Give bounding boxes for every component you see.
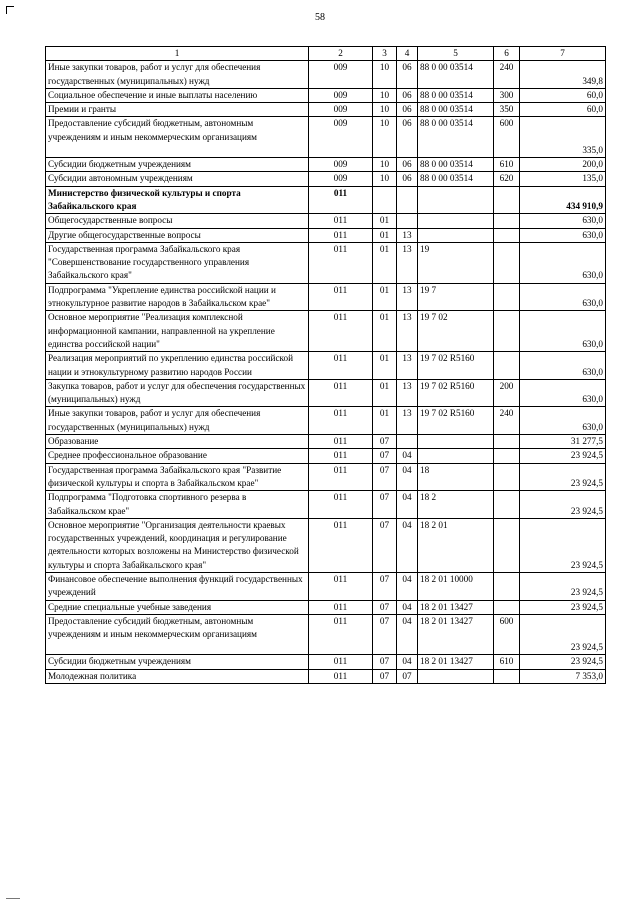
cell-name: Финансовое обеспечение выполнения функций государственных учреждений: [46, 572, 309, 600]
table-row: [46, 117, 606, 158]
cell-vr: [494, 463, 520, 491]
cell-rz: 07: [373, 655, 397, 669]
cell-sum: 630,0: [520, 379, 606, 407]
cell-sum: 23 924,5: [520, 572, 606, 600]
cell-csr: 88 0 00 03514: [418, 88, 494, 102]
cell-vr: 300: [494, 88, 520, 102]
cell-pr: 13: [397, 242, 418, 283]
cell-pr: 06: [397, 61, 418, 89]
cell-name: Субсидии автономным учреждениям: [46, 172, 309, 186]
cell-pr: 06: [397, 117, 418, 158]
cell-pr: 06: [397, 172, 418, 186]
cell-pr: [397, 435, 418, 449]
header-row: [46, 47, 606, 61]
table-body: [46, 61, 606, 684]
cell-vr: [494, 352, 520, 380]
cell-csr: 88 0 00 03514: [418, 61, 494, 89]
cell-sum: 630,0: [520, 228, 606, 242]
cell-vr: 240: [494, 407, 520, 435]
cell-pr: 13: [397, 352, 418, 380]
cell-rz: 07: [373, 572, 397, 600]
table-row: [46, 172, 606, 186]
cell-pr: 04: [397, 614, 418, 655]
table-row: [46, 61, 606, 89]
page-number: 58: [315, 12, 325, 23]
cell-gr: 011: [309, 572, 373, 600]
cell-rz: 10: [373, 117, 397, 158]
table-row: [46, 435, 606, 449]
table-row: [46, 669, 606, 683]
table-row: [46, 228, 606, 242]
cell-csr: 19 7 02: [418, 311, 494, 352]
cell-sum: 630,0: [520, 283, 606, 311]
cell-sum: 23 924,5: [520, 655, 606, 669]
cell-sum: 335,0: [520, 117, 606, 158]
cell-vr: 610: [494, 655, 520, 669]
cell-pr: 07: [397, 669, 418, 683]
cell-rz: 01: [373, 379, 397, 407]
table-row: [46, 214, 606, 228]
cell-name: Государственная программа Забайкальского края "Совершенствование государственного управления Забайкальского края": [46, 242, 309, 283]
cell-gr: 011: [309, 614, 373, 655]
cell-pr: 06: [397, 158, 418, 172]
cell-csr: [418, 435, 494, 449]
cell-name: Закупка товаров, работ и услуг для обеспечения государственных (муниципальных) нужд: [46, 379, 309, 407]
cell-gr: 011: [309, 655, 373, 669]
table-row: [46, 518, 606, 572]
cell-gr: 011: [309, 228, 373, 242]
cell-vr: [494, 311, 520, 352]
cell-name: Основное мероприятие "Организация деятельности краевых государственных учреждений, координация и регулирование деятельности которых возложены на Министерство физической культуры и спорта Забайкальского края": [46, 518, 309, 572]
table-row: [46, 283, 606, 311]
cell-pr: 04: [397, 600, 418, 614]
cell-rz: 07: [373, 669, 397, 683]
cell-rz: 01: [373, 214, 397, 228]
table-row: [46, 614, 606, 655]
cell-csr: 19 7 02 R5160: [418, 379, 494, 407]
cell-gr: 011: [309, 463, 373, 491]
cell-name: Предоставление субсидий бюджетным, автономным учреждениям и иным некоммерческим организациям: [46, 117, 309, 158]
cell-gr: 011: [309, 283, 373, 311]
cell-name: Общегосударственные вопросы: [46, 214, 309, 228]
cell-csr: [418, 669, 494, 683]
cell-sum: 200,0: [520, 158, 606, 172]
cell-gr: 009: [309, 158, 373, 172]
cell-gr: 009: [309, 103, 373, 117]
cell-sum: 31 277,5: [520, 435, 606, 449]
cell-vr: 200: [494, 379, 520, 407]
cell-gr: 011: [309, 449, 373, 463]
cell-vr: 620: [494, 172, 520, 186]
cell-vr: 350: [494, 103, 520, 117]
cell-csr: [418, 214, 494, 228]
cell-vr: [494, 600, 520, 614]
cell-csr: 88 0 00 03514: [418, 158, 494, 172]
cell-sum: 23 924,5: [520, 463, 606, 491]
cell-rz: 10: [373, 172, 397, 186]
cell-rz: 01: [373, 311, 397, 352]
cell-gr: 011: [309, 491, 373, 519]
cell-vr: [494, 435, 520, 449]
cell-gr: 009: [309, 172, 373, 186]
cell-pr: 13: [397, 228, 418, 242]
cell-sum: 630,0: [520, 352, 606, 380]
table-row: [46, 352, 606, 380]
cell-gr: 011: [309, 407, 373, 435]
cell-csr: 19 7 02 R5160: [418, 407, 494, 435]
table-row: [46, 103, 606, 117]
cell-vr: [494, 242, 520, 283]
cell-rz: 01: [373, 242, 397, 283]
cell-rz: 01: [373, 352, 397, 380]
table-row: [46, 463, 606, 491]
cell-name: Министерство физической культуры и спорта Забайкальского края: [46, 186, 309, 214]
cell-name: Предоставление субсидий бюджетным, автономным учреждениям и иным некоммерческим организациям: [46, 614, 309, 655]
cell-name: Реализация мероприятий по укреплению единства российской нации и этнокультурному развитию народов России: [46, 352, 309, 380]
cell-name: Государственная программа Забайкальского края "Развитие физической культуры и спорта в Забайкальском крае": [46, 463, 309, 491]
bottom-margin-mark: [6, 898, 20, 899]
cell-rz: 10: [373, 88, 397, 102]
cell-sum: 630,0: [520, 214, 606, 228]
cell-vr: [494, 669, 520, 683]
cell-csr: 19: [418, 242, 494, 283]
cell-sum: 23 924,5: [520, 600, 606, 614]
cell-rz: 07: [373, 518, 397, 572]
cell-sum: 434 910,9: [520, 186, 606, 214]
cell-gr: 011: [309, 435, 373, 449]
cell-vr: [494, 491, 520, 519]
cell-vr: [494, 186, 520, 214]
cell-pr: 04: [397, 655, 418, 669]
cell-name: Иные закупки товаров, работ и услуг для обеспечения государственных (муниципальных) нужд: [46, 61, 309, 89]
cell-pr: 04: [397, 518, 418, 572]
cell-pr: 04: [397, 449, 418, 463]
cell-csr: 88 0 00 03514: [418, 117, 494, 158]
cell-csr: 88 0 00 03514: [418, 172, 494, 186]
cell-name: Основное мероприятие "Реализация комплексной информационной кампании, направленной на укрепление единства российской нации": [46, 311, 309, 352]
table-row: [46, 158, 606, 172]
cell-name: Субсидии бюджетным учреждениям: [46, 655, 309, 669]
cell-pr: 13: [397, 283, 418, 311]
cell-vr: [494, 214, 520, 228]
cell-pr: 13: [397, 379, 418, 407]
cell-sum: 23 924,5: [520, 614, 606, 655]
cell-name: Молодежная политика: [46, 669, 309, 683]
table-row: [46, 491, 606, 519]
cell-csr: [418, 449, 494, 463]
cell-gr: 011: [309, 186, 373, 214]
cell-sum: 135,0: [520, 172, 606, 186]
cell-vr: [494, 449, 520, 463]
cell-pr: 04: [397, 491, 418, 519]
cell-csr: 18 2 01 13427: [418, 655, 494, 669]
cell-vr: [494, 228, 520, 242]
cell-csr: 18: [418, 463, 494, 491]
cell-name: Средние специальные учебные заведения: [46, 600, 309, 614]
cell-rz: 07: [373, 463, 397, 491]
table-row: [46, 186, 606, 214]
cell-name: Социальное обеспечение и иные выплаты населению: [46, 88, 309, 102]
header-cell-gr: 2: [309, 47, 373, 61]
cell-rz: 07: [373, 614, 397, 655]
cell-sum: 630,0: [520, 407, 606, 435]
cell-sum: 349,8: [520, 61, 606, 89]
header-cell-pr: 4: [397, 47, 418, 61]
cell-rz: [373, 186, 397, 214]
header-cell-name: 1: [46, 47, 309, 61]
cell-pr: [397, 186, 418, 214]
cell-csr: 18 2 01 13427: [418, 600, 494, 614]
cell-rz: 01: [373, 407, 397, 435]
cell-gr: 011: [309, 242, 373, 283]
table-row: [46, 600, 606, 614]
cell-name: Иные закупки товаров, работ и услуг для обеспечения государственных (муниципальных) нужд: [46, 407, 309, 435]
table-row: [46, 655, 606, 669]
cell-gr: 009: [309, 88, 373, 102]
cell-csr: [418, 186, 494, 214]
table-row: [46, 242, 606, 283]
header-cell-csr: 5: [418, 47, 494, 61]
cell-pr: 13: [397, 311, 418, 352]
cell-name: Образование: [46, 435, 309, 449]
cell-name: Субсидии бюджетным учреждениям: [46, 158, 309, 172]
cell-name: Подпрограмма "Подготовка спортивного резерва в Забайкальском крае": [46, 491, 309, 519]
cell-sum: 60,0: [520, 103, 606, 117]
cell-gr: 011: [309, 214, 373, 228]
cell-rz: 10: [373, 61, 397, 89]
cell-csr: 19 7: [418, 283, 494, 311]
cell-pr: 06: [397, 88, 418, 102]
cell-pr: [397, 214, 418, 228]
cell-csr: 19 7 02 R5160: [418, 352, 494, 380]
cell-vr: 610: [494, 158, 520, 172]
cell-vr: 600: [494, 614, 520, 655]
cell-name: Премии и гранты: [46, 103, 309, 117]
cell-sum: 60,0: [520, 88, 606, 102]
cell-sum: 23 924,5: [520, 518, 606, 572]
cell-csr: 88 0 00 03514: [418, 103, 494, 117]
cell-sum: 23 924,5: [520, 491, 606, 519]
cell-rz: 01: [373, 228, 397, 242]
header-cell-rz: 3: [373, 47, 397, 61]
cell-gr: 011: [309, 352, 373, 380]
cell-rz: 07: [373, 435, 397, 449]
cell-sum: 7 353,0: [520, 669, 606, 683]
cell-csr: 18 2: [418, 491, 494, 519]
header-cell-sum: 7: [520, 47, 606, 61]
cell-csr: 18 2 01 10000: [418, 572, 494, 600]
header-cell-vr: 6: [494, 47, 520, 61]
cell-rz: 10: [373, 103, 397, 117]
cell-gr: 011: [309, 311, 373, 352]
table-row: [46, 407, 606, 435]
cell-csr: [418, 228, 494, 242]
cell-gr: 009: [309, 117, 373, 158]
cell-csr: 18 2 01 13427: [418, 614, 494, 655]
cell-csr: 18 2 01: [418, 518, 494, 572]
cell-rz: 07: [373, 491, 397, 519]
cell-rz: 01: [373, 283, 397, 311]
table-row: [46, 572, 606, 600]
cell-pr: 04: [397, 463, 418, 491]
cell-vr: 600: [494, 117, 520, 158]
budget-table: [45, 46, 606, 684]
cell-sum: 23 924,5: [520, 449, 606, 463]
cell-sum: 630,0: [520, 242, 606, 283]
cell-vr: [494, 283, 520, 311]
cell-sum: 630,0: [520, 311, 606, 352]
cell-gr: 011: [309, 518, 373, 572]
cell-gr: 011: [309, 379, 373, 407]
cell-name: Другие общегосударственные вопросы: [46, 228, 309, 242]
cell-vr: [494, 572, 520, 600]
cell-gr: 011: [309, 669, 373, 683]
cell-gr: 009: [309, 61, 373, 89]
cell-pr: 04: [397, 572, 418, 600]
cell-pr: 06: [397, 103, 418, 117]
table-row: [46, 449, 606, 463]
cell-rz: 07: [373, 600, 397, 614]
table-row: [46, 88, 606, 102]
cell-vr: [494, 518, 520, 572]
cell-name: Среднее профессиональное образование: [46, 449, 309, 463]
cell-rz: 10: [373, 158, 397, 172]
table-row: [46, 311, 606, 352]
cell-rz: 07: [373, 449, 397, 463]
cell-vr: 240: [494, 61, 520, 89]
cell-pr: 13: [397, 407, 418, 435]
cell-gr: 011: [309, 600, 373, 614]
cell-name: Подпрограмма "Укрепление единства российской нации и этнокультурное развитие народов в Забайкальском крае": [46, 283, 309, 311]
table-row: [46, 379, 606, 407]
